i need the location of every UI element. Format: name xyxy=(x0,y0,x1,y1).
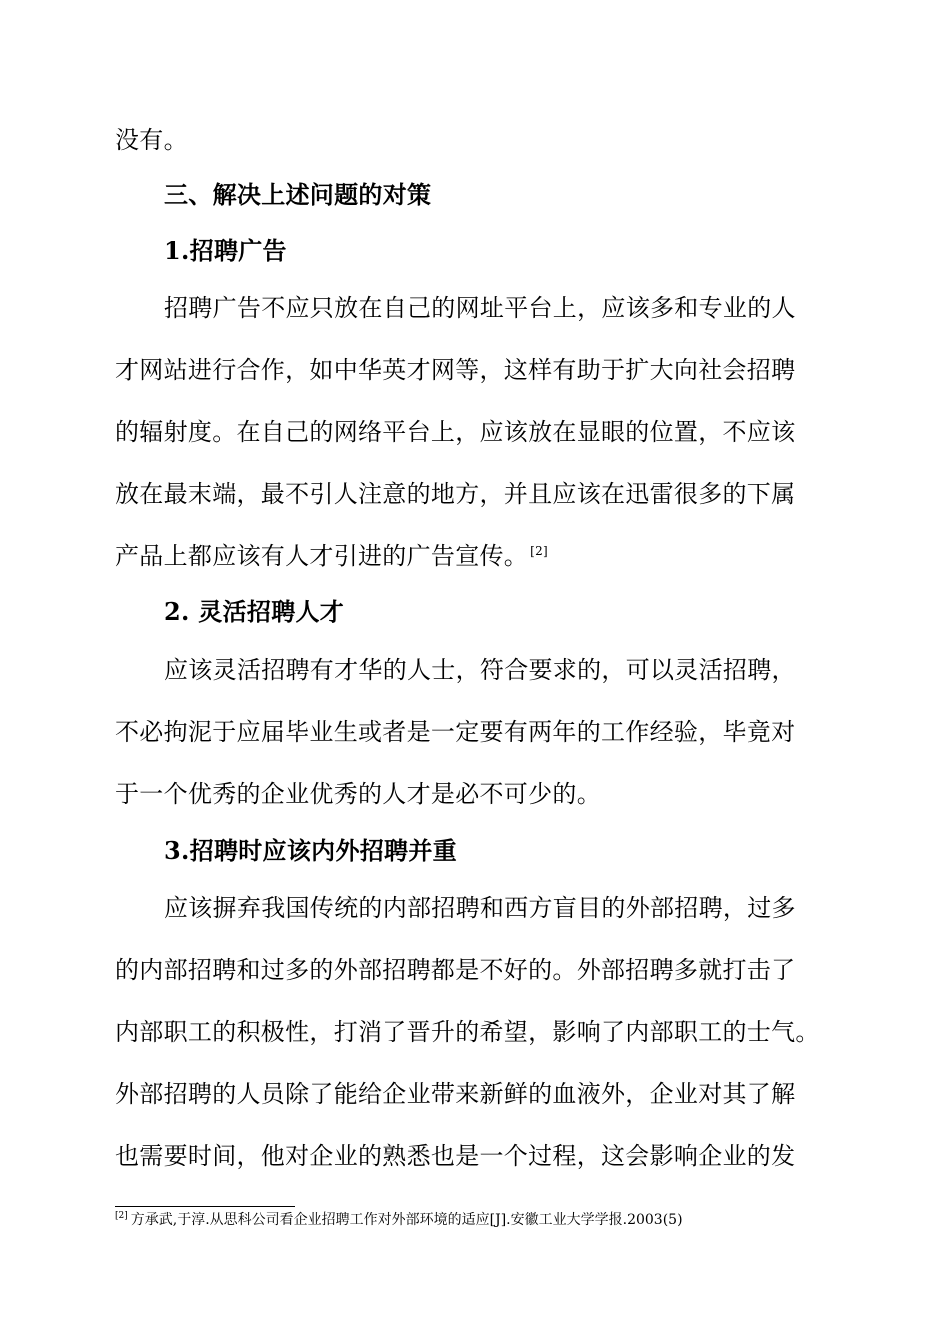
body-text-line: 才网站进行合作，如中华英才网等，这样有助于扩大向社会招聘 xyxy=(115,356,796,384)
body-text-line: 没有。 xyxy=(115,126,188,154)
body-text-line: 于一个优秀的企业优秀的人才是必不可少的。 xyxy=(115,780,601,808)
body-text-line: 应该灵活招聘有才华的人士，符合要求的，可以灵活招聘， xyxy=(164,656,796,684)
body-text-line-with-footnote xyxy=(115,541,548,571)
body-text-line: 的辐射度。在自己的网络平台上，应该放在显眼的位置，不应该 xyxy=(115,418,796,446)
body-text-line: 的内部招聘和过多的外部招聘都是不好的。外部招聘多就打击了 xyxy=(115,956,796,984)
footnote xyxy=(115,1210,683,1230)
body-text-line: 不必拘泥于应届毕业生或者是一定要有两年的工作经验，毕竟对 xyxy=(115,718,796,746)
body-text-line: 外部招聘的人员除了能给企业带来新鲜的血液外，企业对其了解 xyxy=(115,1080,796,1108)
body-text-line: 应该摒弃我国传统的内部招聘和西方盲目的外部招聘，过多 xyxy=(164,894,796,922)
body-text-line: 招聘广告不应只放在自己的网址平台上，应该多和专业的人 xyxy=(164,294,796,322)
subsection-heading-2: 2. 灵活招聘人才 xyxy=(164,597,345,626)
footnote-reference: [2] xyxy=(530,544,549,558)
body-text-line: 也需要时间，他对企业的熟悉也是一个过程，这会影响企业的发 xyxy=(115,1142,796,1170)
subsection-heading-1: 1.招聘广告 xyxy=(164,236,287,265)
section-heading: 三、解决上述问题的对策 xyxy=(164,180,432,209)
body-text-line: 放在最末端，最不引人注意的地方，并且应该在迅雷很多的下属 xyxy=(115,480,796,508)
footnote-marker: [2] xyxy=(115,1211,128,1222)
footnote-separator xyxy=(115,1206,295,1207)
subsection-heading-3: 3.招聘时应该内外招聘并重 xyxy=(164,836,457,865)
body-text-line: 内部职工的积极性，打消了晋升的希望，影响了内部职工的士气。 xyxy=(115,1018,820,1046)
body-text: 产品上都应该有人才引进的广告宣传。 xyxy=(115,542,529,570)
footnote-text: 方承武,于淳.从思科公司看企业招聘工作对外部环境的适应[J].安徽工业大学学报.2003(5) xyxy=(130,1212,683,1228)
